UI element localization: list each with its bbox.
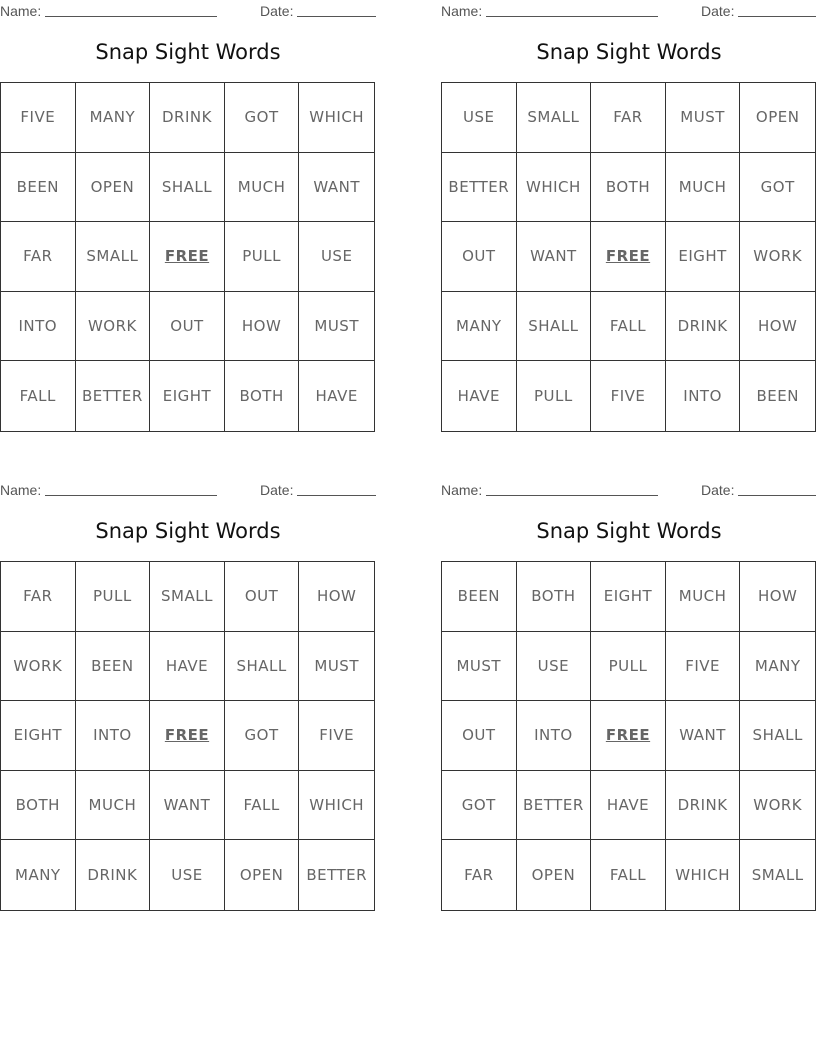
- word-cell: BOTH: [225, 361, 300, 431]
- word-cell: FIVE: [1, 83, 76, 153]
- bingo-card-4: [441, 479, 816, 911]
- word-cell: WHICH: [666, 840, 741, 910]
- word-cell: FAR: [1, 222, 76, 292]
- word-cell: WORK: [740, 771, 815, 841]
- word-cell: SMALL: [517, 83, 592, 153]
- word-cell: WHICH: [517, 153, 592, 223]
- name-blank: [486, 495, 658, 496]
- word-cell: OUT: [225, 562, 300, 632]
- word-cell: FALL: [225, 771, 300, 841]
- word-cell: MANY: [76, 83, 151, 153]
- word-cell: SMALL: [751, 866, 804, 885]
- word-cell: USE: [517, 632, 592, 702]
- word-cell: OUT: [150, 292, 225, 362]
- date-label: Date:: [701, 482, 735, 498]
- word-cell: USE: [299, 222, 374, 292]
- word-cell: FIVE: [666, 632, 741, 702]
- date-blank: [738, 495, 816, 496]
- word-cell: BETTER: [76, 361, 151, 431]
- word-cell: BEEN: [76, 632, 151, 702]
- word-cell: OPEN: [225, 840, 300, 910]
- word-cell: GOT: [225, 83, 300, 153]
- bingo-card-2: [441, 0, 816, 432]
- word-cell: INTO: [1, 292, 76, 362]
- word-cell: PULL: [591, 632, 666, 702]
- word-cell: WORK: [740, 222, 815, 292]
- word-cell: EIGHT: [1, 701, 76, 771]
- word-cell: MANY: [442, 292, 517, 362]
- word-cell: WORK: [76, 292, 151, 362]
- card-meta: [441, 0, 816, 22]
- free-space-cell: FREE: [150, 701, 225, 771]
- word-cell: FAR: [1, 562, 76, 632]
- free-space-cell: FREE: [150, 222, 225, 292]
- word-cell: SMALL: [76, 222, 151, 292]
- word-cell: INTO: [517, 701, 592, 771]
- free-space-cell: FREE: [591, 222, 666, 292]
- word-cell: HAVE: [150, 632, 225, 702]
- date-label: Date:: [260, 3, 294, 19]
- word-cell: BEEN: [1, 153, 76, 223]
- word-cell: HOW: [740, 292, 815, 362]
- date-blank: [297, 495, 376, 496]
- name-blank: [486, 16, 658, 17]
- word-cell: MUST: [666, 83, 741, 153]
- word-cell: MUST: [442, 632, 517, 702]
- word-cell: BOTH: [591, 153, 666, 223]
- bingo-card-3: [0, 479, 376, 911]
- word-cell: PULL: [225, 222, 300, 292]
- word-cell: FAR: [442, 840, 517, 910]
- word-cell: FALL: [591, 292, 666, 362]
- word-cell: MUCH: [76, 771, 151, 841]
- date-blank: [297, 16, 376, 17]
- word-cell: DRINK: [76, 840, 151, 910]
- word-cell: FIVE: [299, 701, 374, 771]
- word-cell: MANY: [1, 840, 76, 910]
- word-cell: OUT: [442, 222, 517, 292]
- word-cell: OPEN: [76, 153, 151, 223]
- card-meta: [0, 479, 376, 501]
- word-cell: MUCH: [225, 153, 300, 223]
- word-cell: DRINK: [666, 771, 741, 841]
- word-cell: WANT: [150, 771, 225, 841]
- card-title: Snap Sight Words: [536, 519, 722, 543]
- word-cell: FALL: [591, 840, 666, 910]
- bingo-grid: [441, 82, 816, 432]
- word-cell: GOT: [225, 701, 300, 771]
- word-cell: PULL: [517, 361, 592, 431]
- word-cell: BETTER: [306, 866, 368, 885]
- word-cell: MANY: [740, 632, 815, 702]
- date-label: Date:: [701, 3, 735, 19]
- card-title: Snap Sight Words: [95, 40, 281, 64]
- word-cell: FALL: [1, 361, 76, 431]
- name-blank: [45, 495, 217, 496]
- word-cell: USE: [150, 840, 225, 910]
- word-cell: SHALL: [150, 153, 225, 223]
- word-cell: WANT: [517, 222, 592, 292]
- card-meta: [441, 479, 816, 501]
- word-cell: SMALL: [150, 562, 225, 632]
- word-cell: WHICH: [299, 83, 374, 153]
- word-cell: FAR: [591, 83, 666, 153]
- word-cell: BEEN: [756, 387, 799, 406]
- word-cell: WHICH: [299, 771, 374, 841]
- name-blank: [45, 16, 217, 17]
- word-cell: EIGHT: [666, 222, 741, 292]
- word-cell: OPEN: [740, 83, 815, 153]
- date-label: Date:: [260, 482, 294, 498]
- name-label: Name:: [0, 3, 42, 19]
- word-cell: MUCH: [666, 562, 741, 632]
- word-cell: BEEN: [442, 562, 517, 632]
- word-cell: DRINK: [666, 292, 741, 362]
- word-cell: WANT: [299, 153, 374, 223]
- word-cell: HOW: [740, 562, 815, 632]
- free-space-cell: FREE: [591, 701, 666, 771]
- word-cell: PULL: [76, 562, 151, 632]
- word-cell: HOW: [299, 562, 374, 632]
- date-blank: [738, 16, 816, 17]
- word-cell: MUCH: [666, 153, 741, 223]
- word-cell: EIGHT: [150, 361, 225, 431]
- bingo-grid: [0, 561, 375, 911]
- card-title: Snap Sight Words: [536, 40, 722, 64]
- word-cell: GOT: [442, 771, 517, 841]
- word-cell: GOT: [740, 153, 815, 223]
- word-cell: HAVE: [591, 771, 666, 841]
- name-label: Name:: [0, 482, 42, 498]
- word-cell: SHALL: [225, 632, 300, 702]
- word-cell: WORK: [1, 632, 76, 702]
- word-cell: EIGHT: [591, 562, 666, 632]
- word-cell: HAVE: [315, 387, 358, 406]
- word-cell: USE: [442, 83, 517, 153]
- bingo-grid: [0, 82, 375, 432]
- word-cell: BOTH: [517, 562, 592, 632]
- word-cell: INTO: [666, 361, 741, 431]
- word-cell: SHALL: [740, 701, 815, 771]
- name-label: Name:: [441, 482, 483, 498]
- word-cell: OUT: [442, 701, 517, 771]
- name-label: Name:: [441, 3, 483, 19]
- word-cell: HOW: [225, 292, 300, 362]
- card-title: Snap Sight Words: [95, 519, 281, 543]
- card-meta: [0, 0, 376, 22]
- word-cell: BETTER: [442, 153, 517, 223]
- word-cell: DRINK: [150, 83, 225, 153]
- word-cell: SHALL: [517, 292, 592, 362]
- bingo-grid: [441, 561, 816, 911]
- word-cell: INTO: [76, 701, 151, 771]
- word-cell: BOTH: [1, 771, 76, 841]
- bingo-card-1: [0, 0, 376, 432]
- word-cell: MUST: [299, 292, 374, 362]
- word-cell: WANT: [666, 701, 741, 771]
- word-cell: HAVE: [442, 361, 517, 431]
- word-cell: MUST: [299, 632, 374, 702]
- word-cell: BETTER: [517, 771, 592, 841]
- word-cell: OPEN: [517, 840, 592, 910]
- word-cell: FIVE: [591, 361, 666, 431]
